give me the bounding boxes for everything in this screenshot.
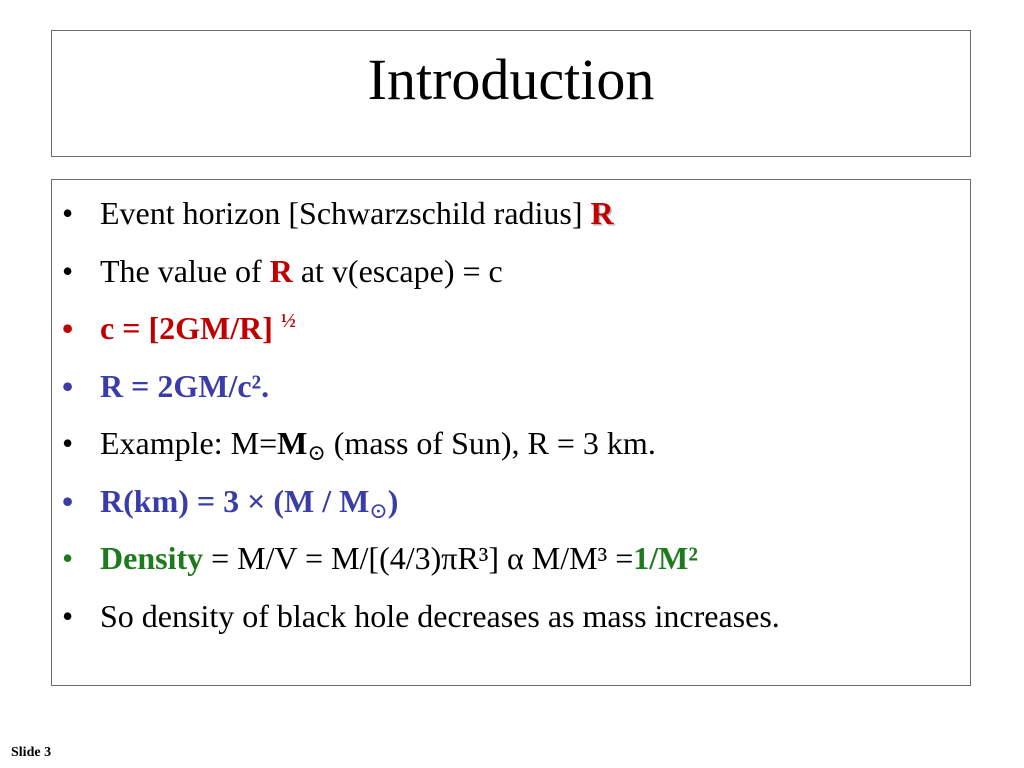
bullet-dot: • (62, 252, 74, 289)
bullet-text-prefix: The value of (100, 252, 270, 289)
bullet-event-horizon (52, 192, 970, 250)
bullet-radius-km-formula (52, 480, 970, 538)
bullet-example (52, 422, 970, 480)
bullet-dot: • (62, 195, 74, 231)
radius-symbol: R (590, 195, 614, 231)
bullet-value-of-r (52, 250, 970, 308)
title-placeholder (51, 30, 971, 157)
bullet-text-suffix: (mass of Sun), R = 3 km. (325, 425, 656, 461)
formula-text-suffix: ) (387, 482, 399, 519)
sun-symbol: ⊙ (369, 497, 388, 523)
bullet-escape-velocity-formula (52, 307, 970, 365)
radius-symbol: R (269, 252, 293, 289)
bullet-dot: • (62, 310, 74, 346)
bullet-text-suffix: at v(escape) = c (292, 252, 503, 289)
bullet-conclusion (52, 595, 970, 653)
sun-symbol: ⊙ (307, 440, 326, 465)
density-label: Density (100, 540, 204, 576)
slide-title: Introduction (367, 47, 655, 112)
content-placeholder (51, 179, 971, 686)
bullet-dot: • (62, 367, 74, 404)
solar-mass-symbol: $M_⊙$ (277, 425, 326, 465)
bullet-density (52, 537, 970, 595)
bullet-dot: • (62, 597, 74, 634)
density-formula: = M/V = M/[(4/3)πR³] α M/M³ = (203, 540, 634, 576)
density-result: 1/M² (633, 540, 698, 576)
bullet-list (52, 192, 970, 652)
bullet-text: So density of black hole decreases as mass increases. (100, 597, 780, 634)
bullet-text-prefix: Example: M= (100, 425, 278, 461)
bullet-radius-formula (52, 365, 970, 423)
bullet-text: Event horizon [Schwarzschild radius] (100, 195, 591, 231)
bullet-dot: • (62, 482, 74, 519)
slide-number: Slide 3 (11, 745, 52, 760)
bullet-dot: • (62, 425, 74, 461)
formula-text-prefix: R(km) = 3 × (M / M (100, 482, 370, 519)
formula-exponent: ½ (280, 310, 296, 332)
formula-text: R = 2GM/c². (100, 367, 270, 404)
bullet-dot: • (62, 540, 74, 576)
formula-text: c = [2GM/R] (100, 310, 281, 346)
